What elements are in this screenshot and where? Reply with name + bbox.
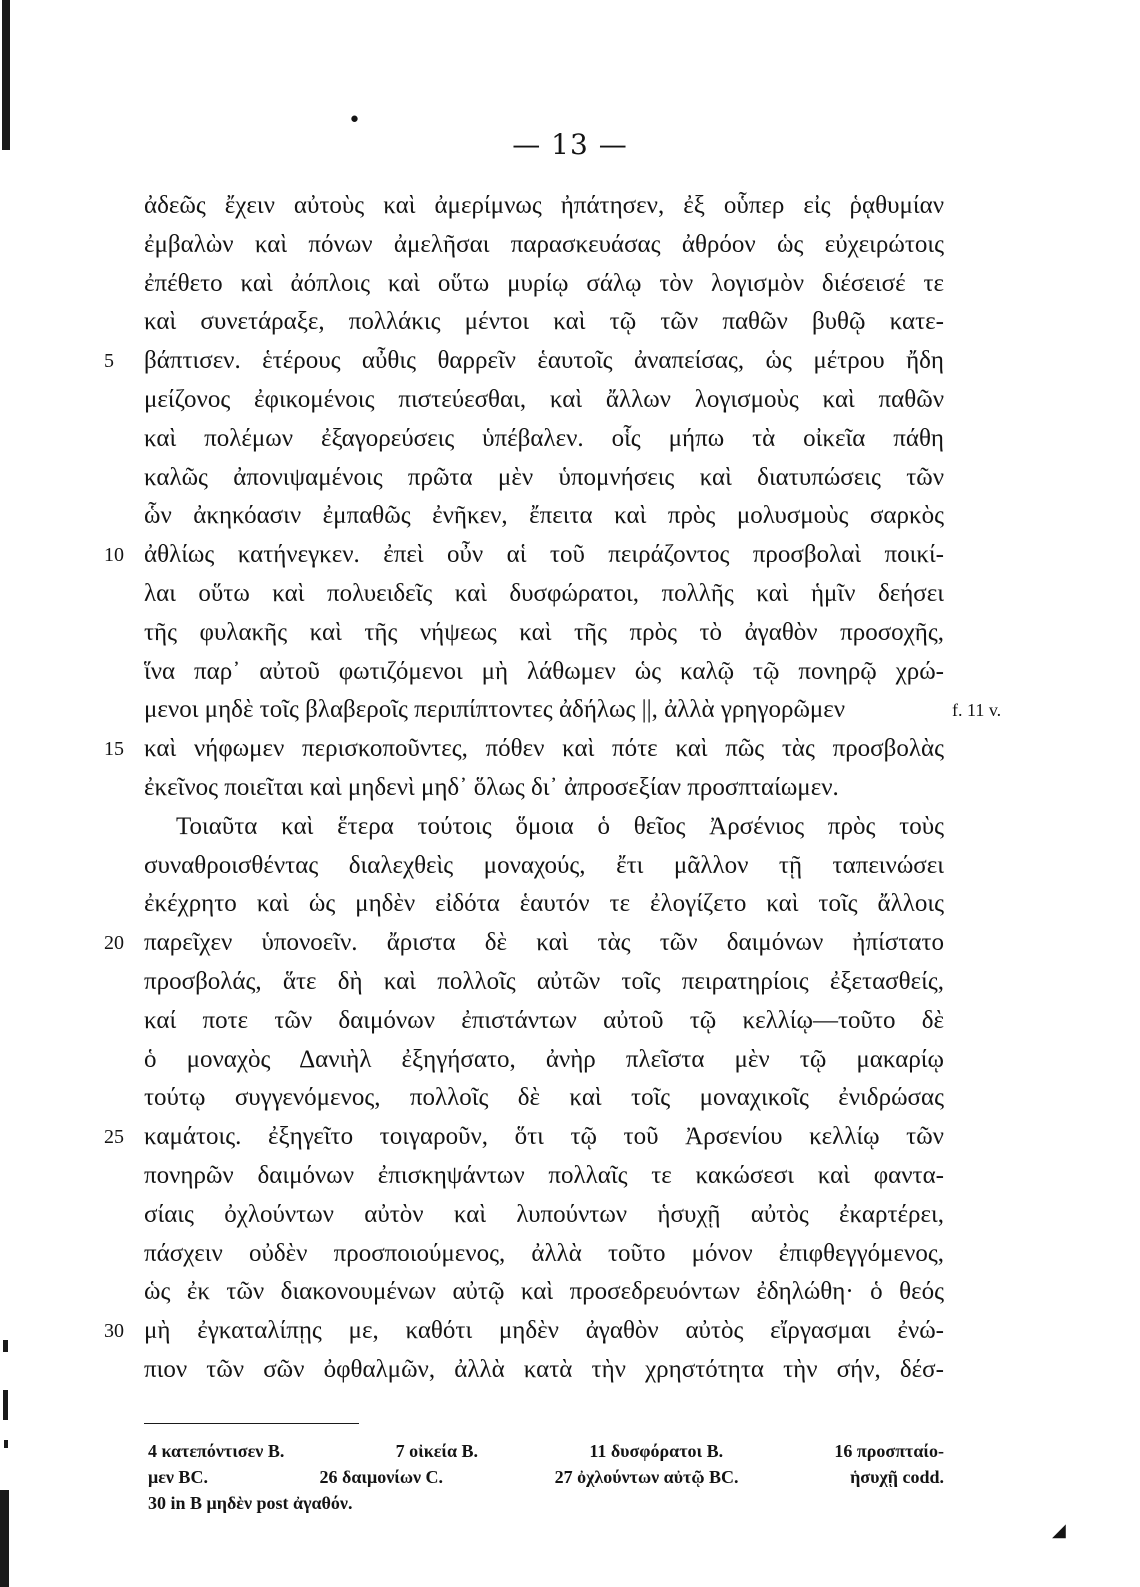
- text-line: [144, 1351, 944, 1390]
- line-text: σίαις ὀχλούντων αὐτὸν καὶ λυπούντων ἡσυχῇ αὐτὸς ἐκαρτέρει,: [144, 1200, 944, 1228]
- line-text: ἐμβαλὼν καὶ πόνων ἀμελῆσαι παρασκευάσας ἀθρόον ὡς εὐχειρώτοις: [144, 230, 944, 258]
- text-line: [144, 1196, 944, 1235]
- apparatus-line-1: [148, 1438, 944, 1464]
- text-line: [144, 187, 944, 226]
- text-line: [144, 691, 1002, 730]
- line-text: προσβολάς, ἅτε δὴ καὶ πολλοῖς αὐτῶν τοῖς πειρατηρίοις ἐξετασθείς,: [144, 967, 944, 995]
- corner-mark: ◢: [1052, 1520, 1066, 1541]
- text-line: [144, 1002, 944, 1041]
- line-text: πάσχειν οὐδὲν προσποιούμενος, ἀλλὰ τοῦτο μόνον ἐπιφθεγγόμενος,: [144, 1239, 944, 1267]
- text-line: [104, 536, 944, 575]
- text-line: [144, 1273, 944, 1312]
- text-line: [144, 1079, 944, 1118]
- line-number: 25: [104, 1126, 124, 1149]
- text-line: [144, 653, 944, 692]
- text-line: [144, 420, 944, 459]
- text-line: [144, 1235, 944, 1274]
- stray-mark: •: [348, 108, 361, 133]
- line-text: μείζονος ἐφικομένοις πιστεύεσθαι, καὶ ἄλλων λογισμοὺς καὶ παθῶν: [144, 385, 944, 413]
- line-text: ὡς ἐκ τῶν διακονουμένων αὐτῷ καὶ προσεδρευόντων ἐδηλώθη· ὁ θεός: [144, 1278, 944, 1306]
- line-text: καί ποτε τῶν δαιμόνων ἐπιστάντων αὐτοῦ τῷ κελλίῳ—τοῦτο δὲ: [144, 1006, 944, 1034]
- text-line: [144, 265, 944, 304]
- text-line: [144, 303, 944, 342]
- line-text: καμάτοις. ἐξηγεῖτο τοιγαροῦν, ὅτι τῷ τοῦ Ἀρσενίου κελλίῳ τῶν: [144, 1123, 944, 1151]
- line-text: καὶ πολέμων ἐξαγορεύσεις ὑπέβαλεν. οἷς μήπω τὰ οἰκεῖα πάθη: [144, 424, 944, 452]
- line-number: 5: [104, 350, 114, 373]
- line-text: καὶ νήφωμεν περισκοποῦντες, πόθεν καὶ πότε καὶ πῶς τὰς προσβολὰς: [144, 735, 944, 763]
- text-line: [144, 1157, 944, 1196]
- line-text: ὁ μοναχὸς Δανιὴλ ἐξηγήσατο, ἀνὴρ πλεῖστα μὲν τῷ μακαρίῳ: [144, 1045, 944, 1073]
- apparatus-entry: 4 κατεπόντισεν B.: [148, 1441, 285, 1461]
- apparatus-entry: 30 in B μηδὲν post ἀγαθόν.: [148, 1493, 353, 1513]
- text-line: [144, 381, 944, 420]
- apparatus-entry: 16 προσπταίο-: [834, 1441, 944, 1461]
- text-line: [104, 730, 944, 769]
- line-text: λαι οὕτω καὶ πολυειδεῖς καὶ δυσφώρατοι, πολλῆς καὶ ἡμῖν δεήσει: [144, 579, 944, 607]
- text-line: [144, 1041, 944, 1080]
- line-text: Τοιαῦτα καὶ ἕτερα τούτοις ὅμοια ὁ θεῖος Ἀρσένιος πρὸς τοὺς: [176, 812, 944, 840]
- line-text: παρεῖχεν ὑπονοεῖν. ἄριστα δὲ καὶ τὰς τῶν δαιμόνων ἠπίστατο: [144, 929, 944, 957]
- folio-marker: f. 11 v.: [952, 700, 1002, 721]
- line-text: βάπτισεν. ἑτέρους αὖθις θαρρεῖν ἑαυτοῖς ἀναπείσας, ὡς μέτρου ἤδη: [144, 347, 944, 375]
- line-text: ἐκέχρητο καὶ ὡς μηδὲν εἰδότα ἑαυτόν τε ἐλογίζετο καὶ τοῖς ἄλλοις: [144, 890, 944, 918]
- apparatus-entry: ἡσυχῇ codd.: [850, 1467, 944, 1487]
- line-number: 10: [104, 544, 124, 567]
- line-text: ἐκεῖνος ποιεῖται καὶ μηδενὶ μηδ᾽ ὅλως δι᾽ ἀπροσεξίαν προσπταίωμεν.: [144, 773, 839, 801]
- apparatus-entry: 26 δαιμονίων C.: [319, 1467, 444, 1487]
- line-text: πιον τῶν σῶν ὀφθαλμῶν, ἀλλὰ κατὰ τὴν χρηστότητα τὴν σήν, δέσ-: [144, 1355, 944, 1383]
- line-text: ἀδεῶς ἔχειν αὐτοὺς καὶ ἀμερίμνως ἠπάτησεν, ἐξ οὗπερ εἰς ῥᾳθυμίαν: [144, 192, 944, 219]
- main-text: [104, 187, 1002, 1390]
- text-line: [144, 963, 944, 1002]
- apparatus-entry: 11 δυσφόρατοι B.: [589, 1441, 724, 1461]
- line-text: συναθροισθέντας διαλεχθεὶς μοναχούς, ἔτι μᾶλλον τῇ ταπεινώσει: [144, 851, 944, 879]
- line-text: μὴ ἐγκαταλίπῃς με, καθότι μηδὲν ἀγαθὸν αὐτὸς εἴργασμαι ἐνώ-: [144, 1317, 944, 1345]
- line-text: τῆς φυλακῆς καὶ τῆς νήψεως καὶ τῆς πρὸς τὸ ἀγαθὸν προσοχῆς,: [144, 618, 944, 646]
- text-line: [144, 885, 944, 924]
- text-line: [104, 342, 944, 381]
- page-number: — 13 —: [512, 128, 628, 161]
- text-line: [104, 1118, 944, 1157]
- line-text: πονηρῶν δαιμόνων ἐπισκηψάντων πολλαῖς τε κακώσεσι καὶ φαντα-: [144, 1161, 944, 1189]
- apparatus-entry: 27 ὀχλούντων αὐτῷ BC.: [554, 1467, 739, 1487]
- line-text: ὧν ἀκηκόασιν ἐμπαθῶς ἐνῆκεν, ἔπειτα καὶ πρὸς μολυσμοὺς σαρκὸς: [144, 502, 944, 530]
- text-line: [144, 808, 944, 847]
- text-line: [144, 459, 944, 498]
- text-line: [144, 497, 944, 536]
- text-line: [144, 769, 944, 808]
- line-text: ἵνα παρ᾽ αὐτοῦ φωτιζόμενοι μὴ λάθωμεν ὡς καλῷ τῷ πονηρῷ χρώ-: [144, 657, 944, 685]
- apparatus-line-2: [148, 1464, 944, 1490]
- line-text: καὶ συνετάραξε, πολλάκις μέντοι καὶ τῷ τῶν παθῶν βυθῷ κατε-: [144, 308, 944, 336]
- text-line: [144, 614, 944, 653]
- line-number: 30: [104, 1320, 124, 1343]
- line-number: 20: [104, 932, 124, 955]
- critical-apparatus: [148, 1438, 944, 1516]
- line-text: μενοι μηδὲ τοῖς βλαβεροῖς περιπίπτοντες ἀδήλως ||, ἀλλὰ γρηγορῶμεν: [144, 696, 846, 724]
- apparatus-line-3: [148, 1490, 944, 1516]
- text-line: [144, 226, 944, 265]
- text-line: [144, 847, 944, 886]
- line-number: 15: [104, 738, 124, 761]
- text-line: [104, 924, 944, 963]
- apparatus-entry: 7 οἰκεία B.: [395, 1441, 479, 1461]
- line-text: τούτῳ συγγενόμενος, πολλοῖς δὲ καὶ τοῖς μοναχικοῖς ἐνιδρώσας: [144, 1084, 944, 1112]
- line-text: ἀθλίως κατήνεγκεν. ἐπεὶ οὖν αἱ τοῦ πειράζοντος προσβολαὶ ποικί-: [144, 541, 944, 569]
- line-text: ἐπέθετο καὶ ἀόπλοις καὶ οὕτω μυρίῳ σάλῳ τὸν λογισμὸν διέσεισέ τε: [144, 269, 944, 297]
- footnote-rule: [144, 1423, 359, 1424]
- apparatus-entry: μεν BC.: [148, 1467, 208, 1487]
- scan-edge: [0, 0, 14, 1587]
- text-line: [104, 1312, 944, 1351]
- text-line: [144, 575, 944, 614]
- line-text: καλῶς ἀπονιψαμένοις πρῶτα μὲν ὑπομνήσεις καὶ διατυπώσεις τῶν: [144, 463, 944, 491]
